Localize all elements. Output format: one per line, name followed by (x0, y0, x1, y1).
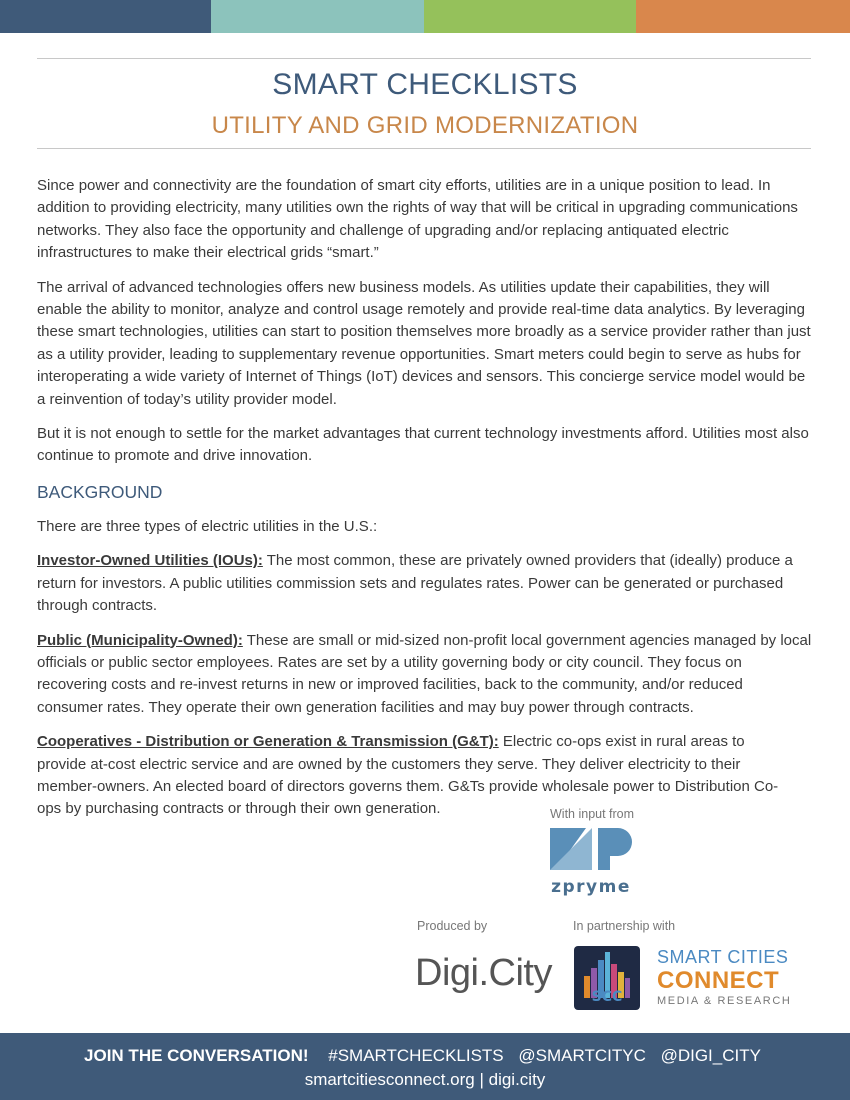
scc-skyline-logo-icon (574, 946, 640, 1010)
scc-line-1: SMART CITIES (657, 947, 789, 967)
footer-banner (0, 1033, 850, 1100)
coop-term: Cooperatives - Distribution or Generation & Transmission (G&T): (37, 733, 499, 751)
color-band-teal (211, 0, 424, 33)
utility-type-public (37, 630, 812, 720)
scc-badge-text: SCC (591, 989, 623, 1005)
with-input-label: With input from (550, 807, 635, 821)
utility-type-iou (37, 550, 812, 617)
intro-paragraph-2: The arrival of advanced technologies offers new business models. As utilities update their capabilities, they will enable the ability to monitor, analyze and control usage remotely and provide real-time data analytics. By leveraging these smart technologies, utilities can start to position themselves more broadly as a service provider rather than just as a utility provider, leading to supplementary revenue opportunities. Smart meters could begin to serve as hubs for interoperating a wide variety of Internet of Things (IoT) devices and sensors. This concierge service model would be a reinvention of today’s utility provider model. (37, 278, 811, 408)
partnership-label: In partnership with (573, 919, 676, 933)
digicity-logo: Digi.City (415, 952, 552, 994)
public-term: Public (Municipality-Owned): (37, 631, 243, 649)
page-subtitle: UTILITY AND GRID MODERNIZATION (211, 112, 639, 139)
footer-links[interactable]: smartcitiesconnect.org | digi.city (304, 1070, 546, 1089)
utility-type-coop (37, 731, 787, 821)
coop-text: Electric co-ops exist in rural areas to provide at-cost electric service and are owned by the customers they serve. They deliver electricity to their member-owners. An elected board of directors governs them. G&Ts provide wholesale power to Distribution Co-ops by purchasing contracts or through their own generation. (37, 733, 779, 818)
color-band (0, 0, 850, 33)
handle-digi-city[interactable]: @DIGI_CITY (660, 1046, 761, 1065)
article-body (37, 175, 812, 833)
page-title: SMART CHECKLISTS (272, 68, 578, 101)
footer-cta-line (0, 1046, 850, 1066)
color-band-blue (0, 0, 211, 33)
color-band-orange (636, 0, 850, 33)
handle-smartcityc[interactable]: @SMARTCITYC (518, 1046, 646, 1065)
background-heading: BACKGROUND (37, 481, 163, 502)
scc-line-2: CONNECT (657, 967, 780, 994)
public-text: These are small or mid-sized non-profit local government agencies managed by local officials or public sector employees. Rates are set by a utility governing body or city council. They focus on recovering costs and re-invest returns in new or improved facilities, back to the community, and/or reduced consumer rates. They operate their own generation facilities and may buy power through contracts. (37, 631, 812, 716)
scc-line-3: MEDIA & RESEARCH (657, 995, 792, 1007)
intro-paragraph-3: But it is not enough to settle for the market advantages that current technology investments afford. Utilities most also continue to promote and drive innovation. (37, 425, 809, 465)
hashtag-smartchecklists[interactable]: #SMARTCHECKLISTS (328, 1046, 504, 1065)
zpryme-wordmark: zpryme (551, 877, 631, 897)
top-rule (37, 58, 811, 59)
intro-paragraph-1: Since power and connectivity are the foundation of smart city efforts, utilities are in a unique position to lead. In addition to providing electricity, many utilities own the rights of way that will be critical in upgrading communications networks. They also face the opportunity and challenge of upgrading and/or replacing antiquated electric infrastructures to make their electrical grids “smart.” (37, 177, 798, 262)
zpryme-logo-icon (548, 824, 634, 874)
iou-term: Investor-Owned Utilities (IOUs): (37, 552, 263, 570)
background-lead: There are three types of electric utilities in the U.S.: (37, 517, 378, 535)
color-band-green (424, 0, 636, 33)
title-rule (37, 148, 811, 149)
footer-cta: JOIN THE CONVERSATION! (84, 1046, 309, 1065)
iou-text: The most common, these are privately owned providers that (ideally) produce a return for investors. A public utilities commission sets and regulates rates. Power can be generated or purchased through contracts. (37, 552, 793, 615)
produced-by-label: Produced by (417, 919, 488, 933)
